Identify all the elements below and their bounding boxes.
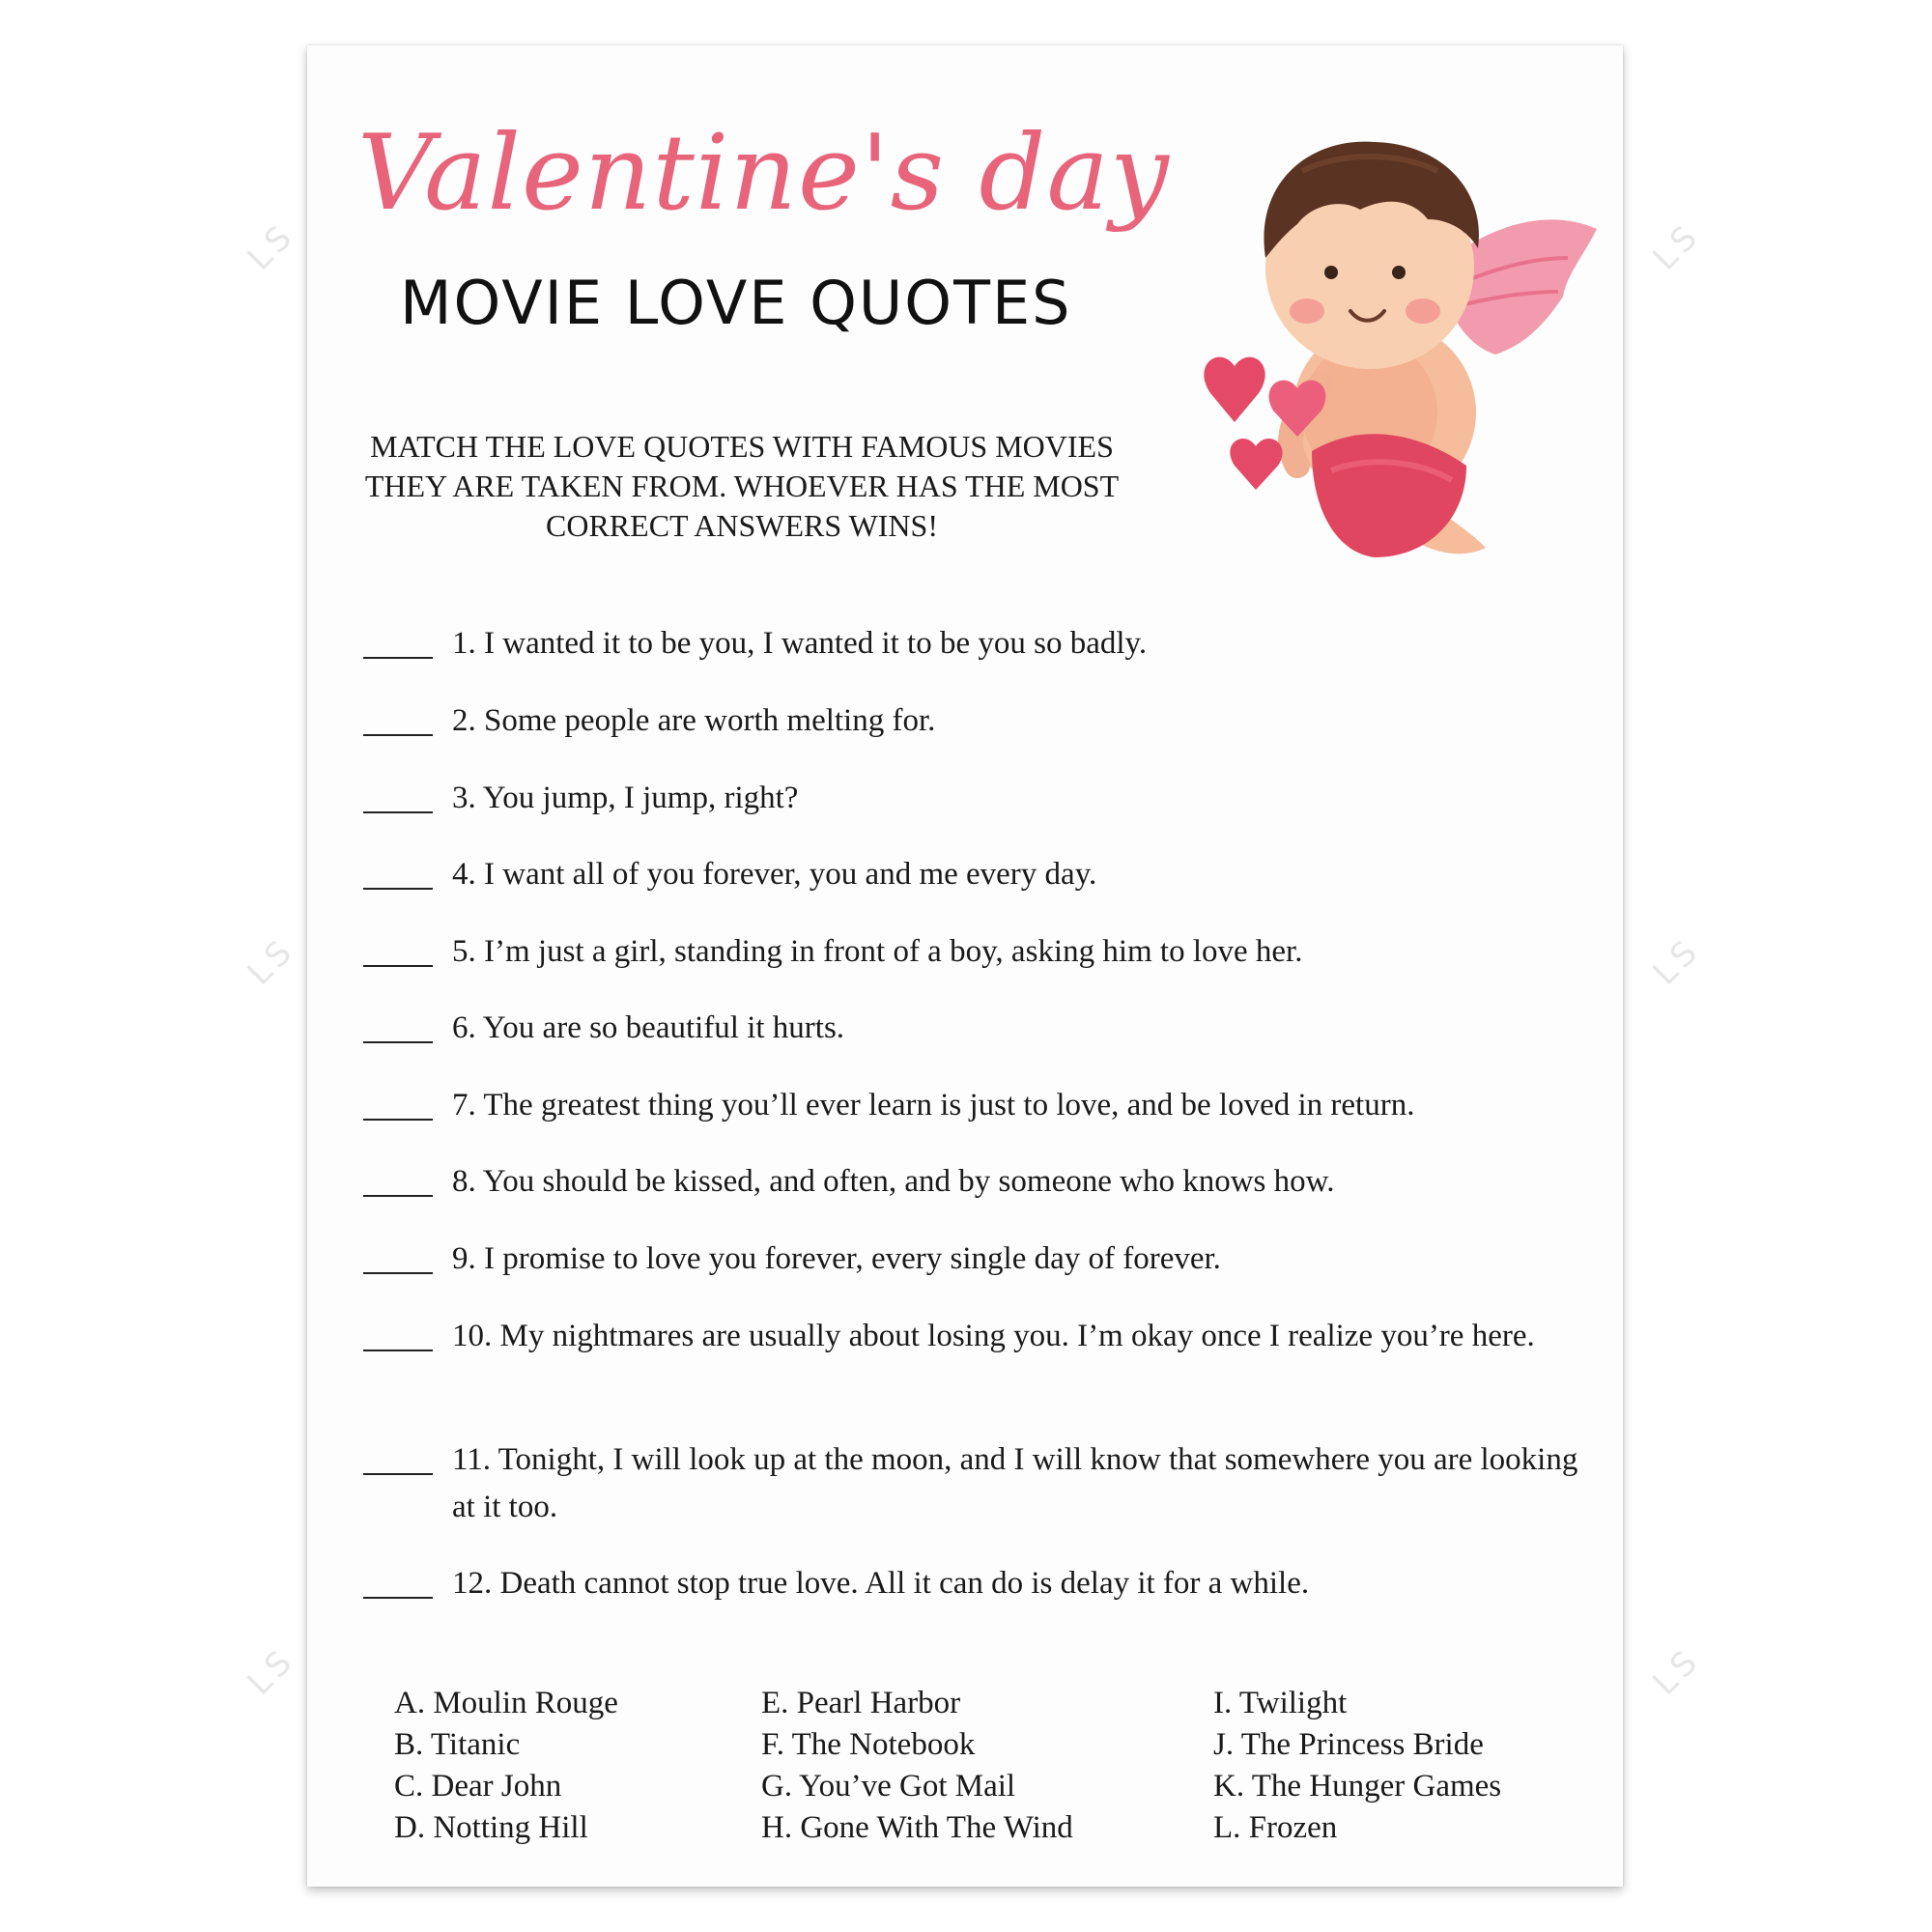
quote-text: 3. You jump, I jump, right? [452, 781, 799, 815]
quote-text: 5. I’m just a girl, standing in front of a boy, asking him to love her. [452, 934, 1303, 969]
movie-option: D. Notting Hill [394, 1810, 588, 1845]
page-title: MOVIE LOVE QUOTES [400, 268, 1072, 338]
heart-icon [1230, 439, 1282, 490]
quote-text: 2. Some people are worth melting for. [452, 703, 936, 738]
instructions-text: MATCH THE LOVE QUOTES WITH FAMOUS MOVIES THEY ARE TAKEN FROM. WHOEVER HAS THE MOST CORRECT ANSWERS WINS! [364, 429, 1120, 543]
movie-option: A. Moulin Rouge [394, 1686, 618, 1720]
movie-option: H. Gone With The Wind [761, 1810, 1073, 1845]
answer-blank[interactable] [363, 734, 433, 736]
answer-blank[interactable] [363, 1272, 433, 1274]
answer-blank[interactable] [363, 965, 433, 967]
movie-option: J. The Princess Bride [1213, 1727, 1484, 1762]
answer-blank[interactable] [363, 888, 433, 890]
printable-sheet [307, 45, 1623, 1887]
options-column [394, 1683, 618, 1849]
options-column [1213, 1683, 1501, 1849]
movie-option: L. Frozen [1213, 1810, 1338, 1845]
quote-text: 11. Tonight, I will look up at the moon, and I will know that somewhere you are looking at it too. [452, 1442, 1578, 1524]
answer-blank[interactable] [363, 1041, 433, 1043]
answer-blank[interactable] [363, 811, 433, 813]
quote-text: 6. You are so beautiful it hurts. [452, 1010, 845, 1045]
movie-option: K. The Hunger Games [1213, 1769, 1502, 1804]
quote-text: 10. My nightmares are usually about losing you. I’m okay once I realize you’re here. [452, 1319, 1535, 1353]
quote-text: 9. I promise to love you forever, every single day of forever. [452, 1241, 1221, 1276]
watermark-logo: LS [1645, 1639, 1709, 1703]
movie-option: F. The Notebook [761, 1727, 976, 1762]
heart-icon [1204, 357, 1264, 422]
watermark-logo: LS [1645, 214, 1709, 278]
answer-blank[interactable] [363, 657, 433, 659]
quote-text: 8. You should be kissed, and often, and by someone who knows how. [452, 1164, 1335, 1199]
watermark-logo: LS [240, 1639, 303, 1703]
quote-text: 4. I want all of you forever, you and me every day. [452, 857, 1097, 892]
answer-blank[interactable] [363, 1597, 433, 1599]
quote-text: 1. I wanted it to be you, I wanted it to be you so badly. [452, 626, 1148, 661]
answer-blank[interactable] [363, 1119, 433, 1121]
quote-text: 12. Death cannot stop true love. All it can do is delay it for a while. [452, 1566, 1310, 1601]
movie-option: G. You’ve Got Mail [761, 1769, 1016, 1804]
options-column [761, 1683, 1073, 1849]
answer-blank[interactable] [363, 1350, 433, 1351]
answer-blank[interactable] [363, 1473, 433, 1475]
page-title-script: Valentine's day [357, 113, 1170, 234]
movie-option: I. Twilight [1213, 1686, 1348, 1720]
cupid-icon [1177, 103, 1621, 606]
movie-option: E. Pearl Harbor [761, 1686, 961, 1720]
watermark-logo: LS [240, 929, 303, 993]
watermark-logo: LS [1645, 929, 1709, 993]
quote-text: 7. The greatest thing you’ll ever learn is just to love, and be loved in return. [452, 1088, 1415, 1122]
answer-blank[interactable] [363, 1195, 433, 1197]
movie-option: C. Dear John [394, 1769, 562, 1804]
watermark-logo: LS [240, 214, 303, 278]
movie-option: B. Titanic [394, 1727, 521, 1762]
